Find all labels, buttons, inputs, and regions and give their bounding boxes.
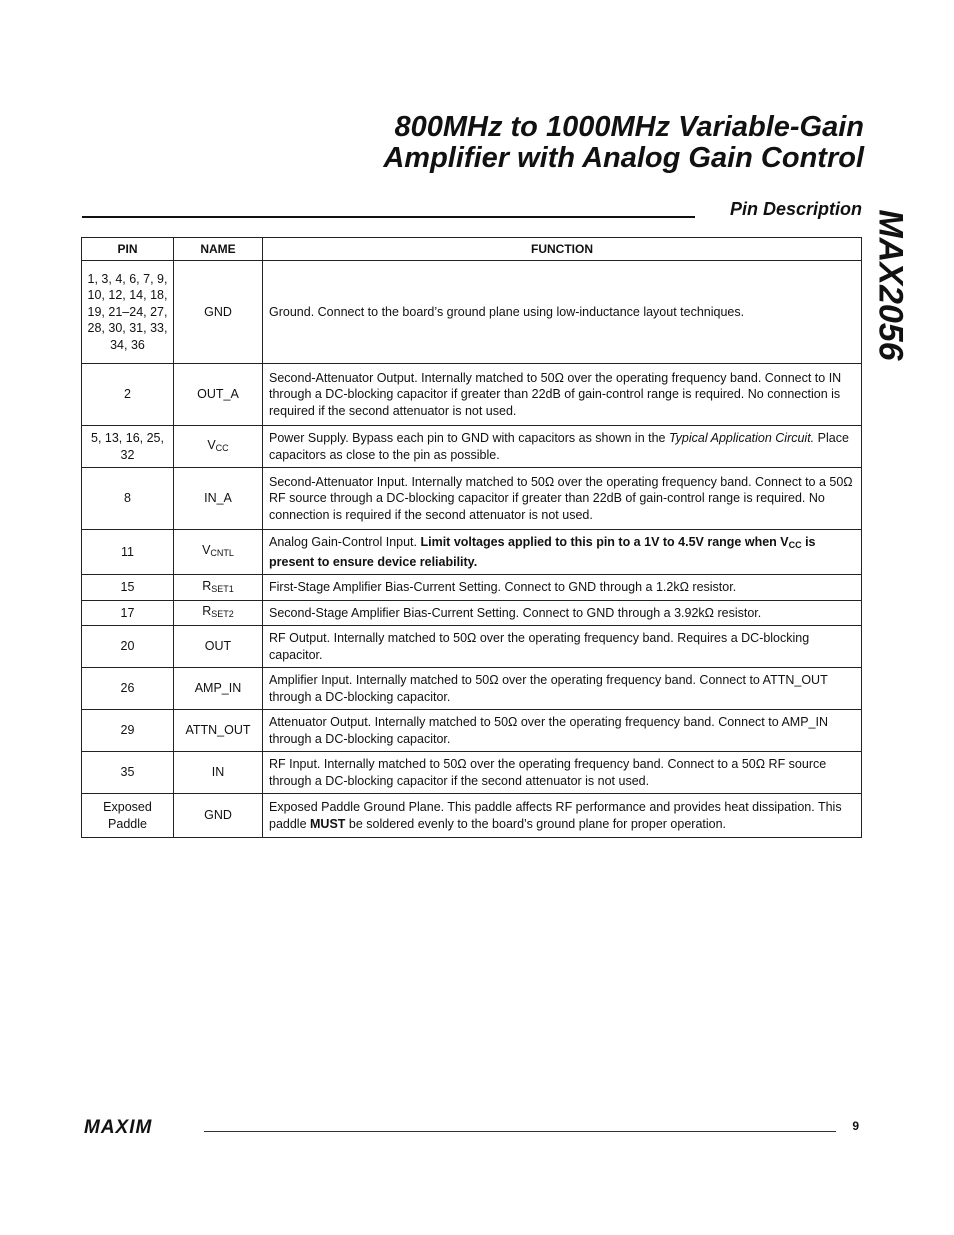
pin-name: R — [202, 604, 212, 618]
function-text: is present to ensure device reliability. — [269, 535, 816, 569]
function-text: RF Input. Internally matched to 50Ω over the operating frequency band. Connect to a 50Ω RF source through a DC-blocking capacitor if the second attenuator is not used. — [269, 757, 827, 788]
side-part-number — [868, 205, 912, 365]
table-row — [82, 364, 862, 426]
pin-cell: 15 — [82, 575, 174, 601]
function-cell — [263, 530, 862, 575]
function-bold-text: MUST — [310, 816, 346, 831]
section-rule — [82, 216, 695, 218]
pin-cell: 17 — [82, 600, 174, 626]
function-text: Exposed Paddle Ground Plane. This paddle affects RF performance and provides heat dissipation. This paddle — [269, 800, 842, 831]
header-name: NAME — [174, 238, 263, 261]
name-cell — [174, 575, 263, 601]
pin-cell: 5, 13, 16, 25, 32 — [82, 426, 174, 468]
table-row — [82, 626, 862, 668]
table-header-row — [82, 238, 862, 261]
table-row — [82, 600, 862, 626]
pin-description-table — [81, 237, 862, 838]
name-cell — [174, 426, 263, 468]
pin-cell: Exposed Paddle — [82, 794, 174, 838]
title-line-1: 800MHz to 1000MHz Variable-Gain — [394, 111, 864, 143]
pin-name: AMP_IN — [194, 681, 242, 696]
svg-text:MAXIM: MAXIM — [84, 1118, 153, 1136]
pin-cell: 20 — [82, 626, 174, 668]
table-row — [82, 426, 862, 468]
table-row — [82, 575, 862, 601]
function-text: Second-Attenuator Input. Internally matched to 50Ω over the operating frequency band. Connect to a 50Ω RF source through a DC-blocking capacitor if greater than 22dB of gain-control range is required. No connection is required if the second attenuator is not used. — [269, 474, 853, 522]
function-cell — [263, 668, 862, 710]
pin-cell: 2 — [82, 364, 174, 426]
pin-cell: 26 — [82, 668, 174, 710]
pin-name-subscript: SET1 — [211, 583, 234, 594]
pin-cell: 35 — [82, 752, 174, 794]
function-cell — [263, 626, 862, 668]
table-row — [82, 668, 862, 710]
pin-name: OUT — [204, 639, 232, 654]
pin-name: GND — [204, 304, 232, 319]
table-row — [82, 261, 862, 364]
pin-cell: 8 — [82, 468, 174, 530]
table-body — [82, 261, 862, 838]
function-cell — [263, 752, 862, 794]
maxim-logo — [84, 1118, 194, 1136]
table-row — [82, 468, 862, 530]
function-text: RF Output. Internally matched to 50Ω over the operating frequency band. Requires a DC-blocking capacitor. — [269, 631, 810, 662]
function-text: Amplifier Input. Internally matched to 50Ω over the operating frequency band. Connect to ATTN_OUT through a DC-blocking capacitor. — [269, 673, 828, 704]
header-function: FUNCTION — [263, 238, 862, 261]
function-text: Attenuator Output. Internally matched to 50Ω over the operating frequency band. Connect to AMP_IN through a DC-blocking capacitor. — [269, 715, 828, 746]
function-cell — [263, 261, 862, 364]
name-cell — [174, 752, 263, 794]
pin-name: IN_A — [204, 491, 232, 506]
name-cell — [174, 261, 263, 364]
pin-name: IN — [211, 765, 225, 780]
function-text: First-Stage Amplifier Bias-Current Setting. Connect to GND through a 1.2kΩ resistor. — [269, 580, 737, 594]
function-text: Analog Gain-Control Input. — [269, 535, 421, 549]
table-row — [82, 752, 862, 794]
function-cell — [263, 364, 862, 426]
footer-rule — [204, 1131, 836, 1132]
function-cell — [263, 426, 862, 468]
function-text: Second-Attenuator Output. Internally matched to 50Ω over the operating frequency band. Connect to IN through a DC-blocking capacitor if greater than 22dB of gain-control range is required. No connection is required if the second attenuator is not used. — [269, 370, 842, 418]
pin-name: ATTN_OUT — [185, 723, 251, 738]
section-title: Pin Description — [729, 199, 862, 219]
name-cell — [174, 710, 263, 752]
function-text: Place capacitors as close to the pin as possible. — [269, 431, 849, 462]
pin-name-subscript: CC — [215, 442, 229, 453]
table-row — [82, 794, 862, 838]
pin-cell: 11 — [82, 530, 174, 575]
document-title — [383, 112, 864, 174]
function-text: Power Supply. Bypass each pin to GND with capacitors as shown in the — [269, 431, 669, 445]
page-number: 9 — [852, 1119, 859, 1133]
name-cell — [174, 794, 263, 838]
pin-name-subscript: CNTL — [210, 548, 234, 559]
function-bold-text: Limit voltages applied to this pin to a 1V to 4.5V range when V — [420, 535, 789, 549]
function-text: be soldered evenly to the board’s ground plane for proper operation. — [345, 816, 727, 831]
name-cell — [174, 468, 263, 530]
function-cell — [263, 794, 862, 838]
function-cell — [263, 468, 862, 530]
name-cell — [174, 600, 263, 626]
function-text: Second-Stage Amplifier Bias-Current Setting. Connect to GND through a 3.92kΩ resistor. — [269, 605, 762, 620]
function-cell — [263, 600, 862, 626]
table-row — [82, 530, 862, 575]
pin-cell: 29 — [82, 710, 174, 752]
pin-name: R — [202, 578, 212, 593]
function-text: Ground. Connect to the board’s ground plane using low-inductance layout techniques. — [269, 304, 745, 319]
function-cell — [263, 575, 862, 601]
pin-name: V — [202, 543, 211, 558]
name-cell — [174, 530, 263, 575]
name-cell — [174, 364, 263, 426]
function-cell — [263, 710, 862, 752]
header-pin: PIN — [82, 238, 174, 261]
name-cell — [174, 626, 263, 668]
function-italic-text: Typical Application Circuit. — [668, 431, 815, 445]
name-cell — [174, 668, 263, 710]
function-bold-subscript: CC — [788, 540, 802, 550]
part-number-label: MAX2056 — [871, 209, 910, 361]
pin-name: OUT_A — [197, 387, 239, 402]
pin-name: V — [207, 437, 216, 452]
pin-name: GND — [204, 808, 232, 823]
title-line-2: Amplifier with Analog Gain Control — [383, 142, 864, 174]
table-row — [82, 710, 862, 752]
pin-name-subscript: SET2 — [211, 609, 234, 619]
pin-cell: 1, 3, 4, 6, 7, 9, 10, 12, 14, 18, 19, 21–24, 27, 28, 30, 31, 33, 34, 36 — [82, 261, 174, 364]
